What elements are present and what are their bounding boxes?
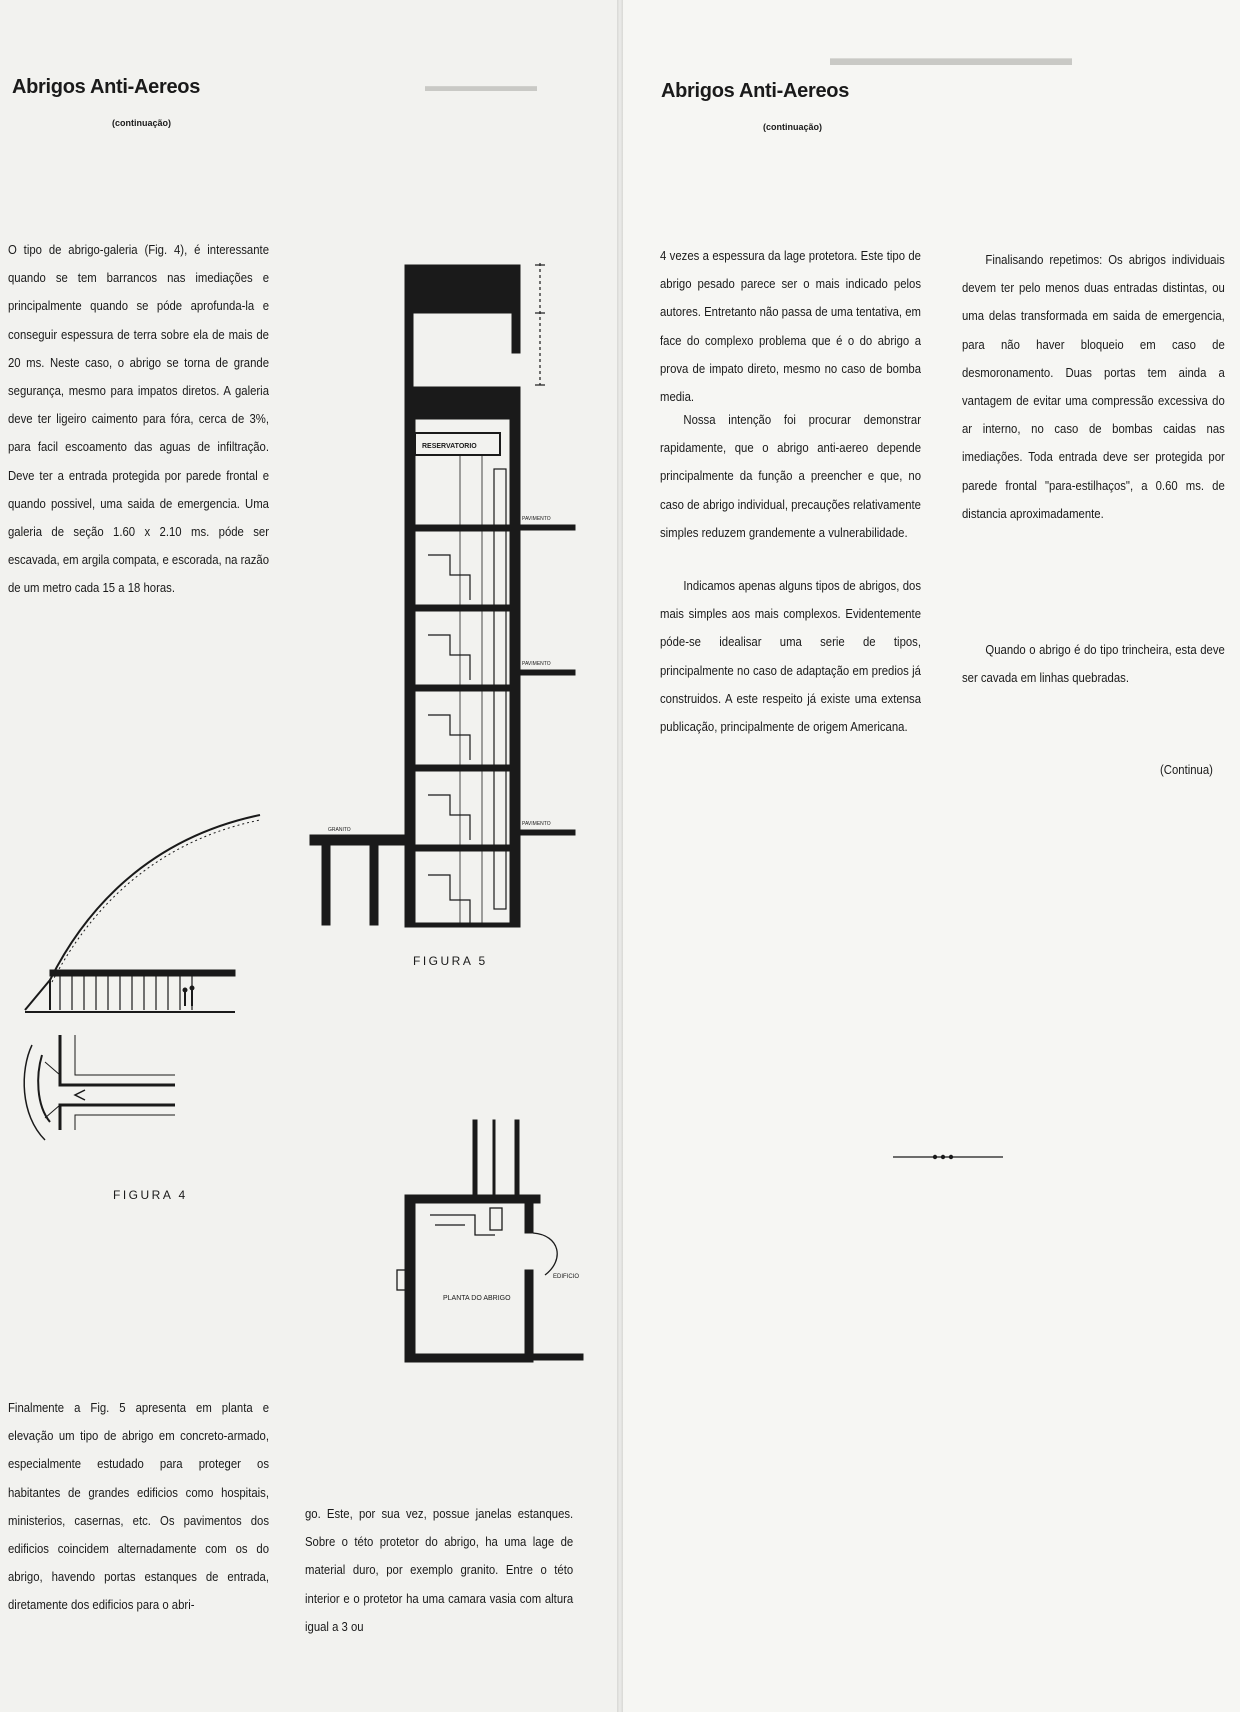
figure-5-caption: FIGURA 5 — [413, 954, 488, 968]
left-paragraph-2: Finalmente a Fig. 5 apresenta em planta e elevação um tipo de abrigo em concreto-armado, especialmente estudado para proteger os habitantes de grandes edificios como hospitais, ministerios, casernas, etc. Os pavimentos dos edificios coincidem alternadamente com os do abrigo, havendo portas estanques de entrada, diretamente dos edificios para o abri- — [8, 1401, 269, 1613]
figure-5-elevation-drawing — [310, 255, 580, 940]
label-pavimento-3: PAVIMENTO — [522, 821, 551, 827]
figure-4-caption: FIGURA 4 — [113, 1188, 188, 1202]
right-subheading: (continuação) — [763, 122, 823, 132]
left-paragraph-3: go. Este, por sua vez, possue janelas estanques. Sobre o této protetor do abrigo, ha uma lage de material duro, por exemplo granito. Entre o této interior e o protetor ha uma camara vasia com altura igual a 3 ou — [305, 1507, 574, 1634]
right-col2-paragraph-2: Quando o abrigo é do tipo trincheira, esta deve ser cavada em linhas quebradas. — [962, 643, 1225, 686]
left-heading: Abrigos Anti-Aereos — [12, 76, 201, 98]
right-col1-paragraph-2: Nossa intenção foi procurar demonstrar rapidamente, que o abrigo anti-aereo depende principalmente da função a preencher e que, no caso de abrigo individual, precauções relativamente simples reduzem grandemente a vulnerabilidade. — [660, 413, 921, 540]
right-col2-paragraph-1: Finalisando repetimos: Os abrigos individuais devem ter pelo menos duas entradas distintas, ou uma delas transformada em saida de emergencia, para não haver bloqueio em caso de desmoronamento. Duas portas tem ainda a vantagem de evitar uma compressão excessiva do ar interno, no caso de bombas caidas nas imediações. Toda entrada deve ser protegida por parede frontal "para-estilhaços", a 0.60 ms. de distancia aproximadamente. — [962, 253, 1225, 521]
label-pavimento-1: PAVIMENTO — [522, 516, 551, 522]
bleed-through-heading-left: ▬▬▬▬▬▬▬ — [425, 78, 537, 95]
left-subheading: (continuação) — [112, 118, 172, 128]
figure-5-plan-drawing — [395, 1110, 595, 1370]
label-edificio: EDIFICIO — [553, 1274, 580, 1280]
label-pavimento-2: PAVIMENTO — [522, 661, 551, 667]
left-paragraph-1: O tipo de abrigo-galeria (Fig. 4), é interessante quando se tem barrancos nas imediações e principalmente quando se póde aprofunda-la e conseguir espessura de terra sobre ela de mais de 20 ms. Neste caso, o abrigo se torna de grande segurança, mesmo para impatos diretos. A galeria deve ter ligeiro caimento para fóra, cerca de 3%, para facil escoamento das aguas de infiltração. Deve ter a entrada protegida por parede frontal e quando possivel, uma saida de emergencia. Uma galeria de seção 1.60 x 2.10 ms. póde ser escavada, em argila compata, e escorada, na razão de um metro cada 15 a 18 horas. — [8, 243, 269, 596]
continua-label: (Continua) — [1160, 763, 1213, 777]
figure-4-gallery-drawing — [20, 800, 260, 1180]
label-planta-do-abrigo: PLANTA DO ABRIGO — [443, 1295, 511, 1302]
label-reservatorio: RESERVATORIO — [422, 443, 477, 450]
right-heading: Abrigos Anti-Aereos — [661, 80, 850, 102]
right-col1-paragraph-1: 4 vezes a espessura da lage protetora. Este tipo de abrigo pesado parece ser o mais indicado pelos autores. Entretanto não passa de uma tentativa, em face do complexo problema que é o do abrigo a prova de impato direto, mesmo no caso de bomba media. — [660, 249, 921, 405]
label-granito: GRANITO — [328, 827, 351, 833]
right-col1-paragraph-3: Indicamos apenas alguns tipos de abrigos, dos mais simples aos mais complexos. Evidentemente póde-se idealisar uma serie de tipos, principalmente no caso de adaptação em predios já construidos. A este respeito já existe uma extensa publicação, principalmente de origem Americana. — [660, 579, 921, 735]
bleed-through-heading-right: ▬▬▬▬▬▬▬▬▬▬▬ — [830, 45, 1072, 70]
page-gutter — [617, 0, 623, 1712]
separator-ornament — [893, 1152, 1003, 1162]
